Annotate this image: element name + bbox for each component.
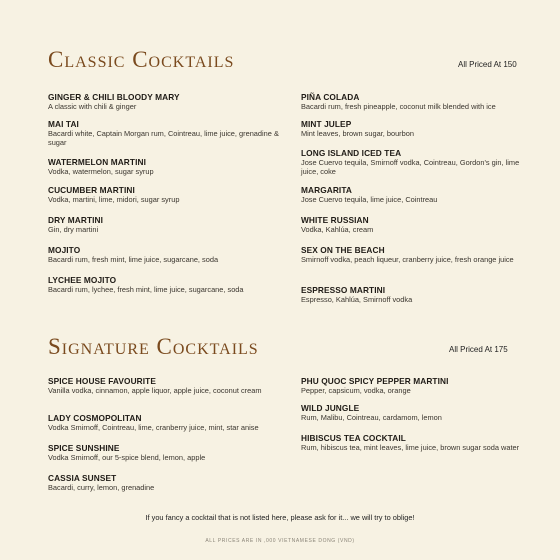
menu-item: [48, 376, 288, 395]
footer-fine-print: ALL PRICES ARE IN ,000 VIETNAMESE DONG (VND): [205, 538, 355, 544]
menu-item-name: MARGARITA: [301, 185, 352, 195]
menu-item-description: A classic with chili & ginger: [48, 102, 137, 111]
menu-item-name: PIÑA COLADA: [301, 92, 360, 102]
menu-item-name: WHITE RUSSIAN: [301, 215, 369, 225]
menu-item-description: Mint leaves, brown sugar, bourbon: [301, 129, 414, 138]
menu-item: [301, 376, 526, 395]
classic-cocktails-title: Classic Cocktails: [48, 47, 235, 72]
menu-item-description: Rum, Malibu, Cointreau, cardamom, lemon: [301, 413, 442, 422]
menu-item-description: Vodka Smirnoff, Cointreau, lime, cranberry juice, mint, star anise: [48, 423, 259, 432]
menu-item-description: Pepper, capsicum, vodka, orange: [301, 386, 411, 395]
menu-item: [48, 157, 288, 176]
menu-item: [301, 92, 526, 111]
menu-item-name: ESPRESSO MARTINI: [301, 285, 386, 295]
menu-item-description: Bacardi, curry, lemon, grenadine: [48, 483, 155, 492]
menu-item: [301, 185, 526, 204]
menu-item: [48, 413, 288, 432]
menu-item-name: MINT JULEP: [301, 119, 352, 129]
menu-item-name: WILD JUNGLE: [301, 403, 360, 413]
menu-item-description: Bacardi rum, lychee, fresh mint, lime juice, sugarcane, soda: [48, 285, 244, 294]
footer-note: If you fancy a cocktail that is not listed here, please ask for it... we will try to oblige!: [145, 513, 415, 522]
classic-price-note: All Priced At 150: [458, 60, 517, 69]
signature-price-note: All Priced At 175: [449, 345, 508, 354]
menu-item-description: Rum, hibiscus tea, mint leaves, lime juice, brown sugar soda water: [301, 443, 520, 452]
menu-item-name: SEX ON THE BEACH: [301, 245, 385, 255]
menu-item-description: Vodka Smirnoff, our 5-spice blend, lemon, apple: [48, 453, 206, 462]
menu-item-description: Vodka, watermelon, sugar syrup: [48, 167, 154, 176]
menu-item-name: WATERMELON MARTINI: [48, 157, 146, 167]
menu-item: [48, 92, 288, 111]
menu-item-name: LYCHEE MOJITO: [48, 275, 117, 285]
menu-item: [301, 433, 526, 452]
menu-item: [301, 285, 526, 304]
menu-item-description: Jose Cuervo tequila, Smirnoff vodka, Cointreau, Gordon's gin, lime juice, coke: [301, 158, 520, 176]
menu-item-name: GINGER & CHILI BLOODY MARY: [48, 92, 180, 102]
menu-item: [301, 215, 526, 234]
menu-item: [301, 403, 526, 422]
menu-item-name: CUCUMBER MARTINI: [48, 185, 135, 195]
menu-item: [48, 185, 288, 204]
menu-item-description: Bacardi rum, fresh mint, lime juice, sugarcane, soda: [48, 255, 219, 264]
menu-item-name: SPICE HOUSE FAVOURITE: [48, 376, 156, 386]
menu-item-description: Gin, dry martini: [48, 225, 99, 234]
menu-item: [48, 473, 288, 492]
menu-item: [301, 148, 526, 176]
menu-item: [48, 275, 288, 294]
menu-item-name: MOJITO: [48, 245, 81, 255]
menu-item: [48, 215, 288, 234]
menu-item: [48, 119, 288, 147]
menu-item-name: HIBISCUS TEA COCKTAIL: [301, 433, 406, 443]
menu-item-description: Vodka, martini, lime, midori, sugar syrup: [48, 195, 180, 204]
menu-item-name: LADY COSMOPOLITAN: [48, 413, 142, 423]
menu-item-name: MAI TAI: [48, 119, 79, 129]
menu-item-name: CASSIA SUNSET: [48, 473, 117, 483]
menu-item-description: Vodka, Kahlúa, cream: [301, 225, 374, 234]
menu-item-description: Bacardi white, Captain Morgan rum, Cointreau, lime juice, grenadine & sugar: [48, 129, 279, 147]
menu-item-description: Bacardi rum, fresh pineapple, coconut milk blended with ice: [301, 102, 496, 111]
menu-item-name: LONG ISLAND ICED TEA: [301, 148, 402, 158]
menu-item-name: PHU QUOC SPICY PEPPER MARTINI: [301, 376, 449, 386]
menu-item: [301, 119, 526, 138]
menu-item-description: Smirnoff vodka, peach liqueur, cranberry juice, fresh orange juice: [301, 255, 514, 264]
menu-item: [48, 245, 288, 264]
menu-item-description: Vanilla vodka, cinnamon, apple liquor, apple juice, coconut cream: [48, 386, 262, 395]
menu-item-description: Espresso, Kahlúa, Smirnoff vodka: [301, 295, 413, 304]
menu-item-name: DRY MARTINI: [48, 215, 104, 225]
menu-item: [301, 245, 526, 264]
menu-item-name: SPICE SUNSHINE: [48, 443, 120, 453]
menu-item-description: Jose Cuervo tequila, lime juice, Cointreau: [301, 195, 438, 204]
signature-cocktails-title: Signature Cocktails: [48, 334, 259, 359]
menu-item: [48, 443, 288, 462]
